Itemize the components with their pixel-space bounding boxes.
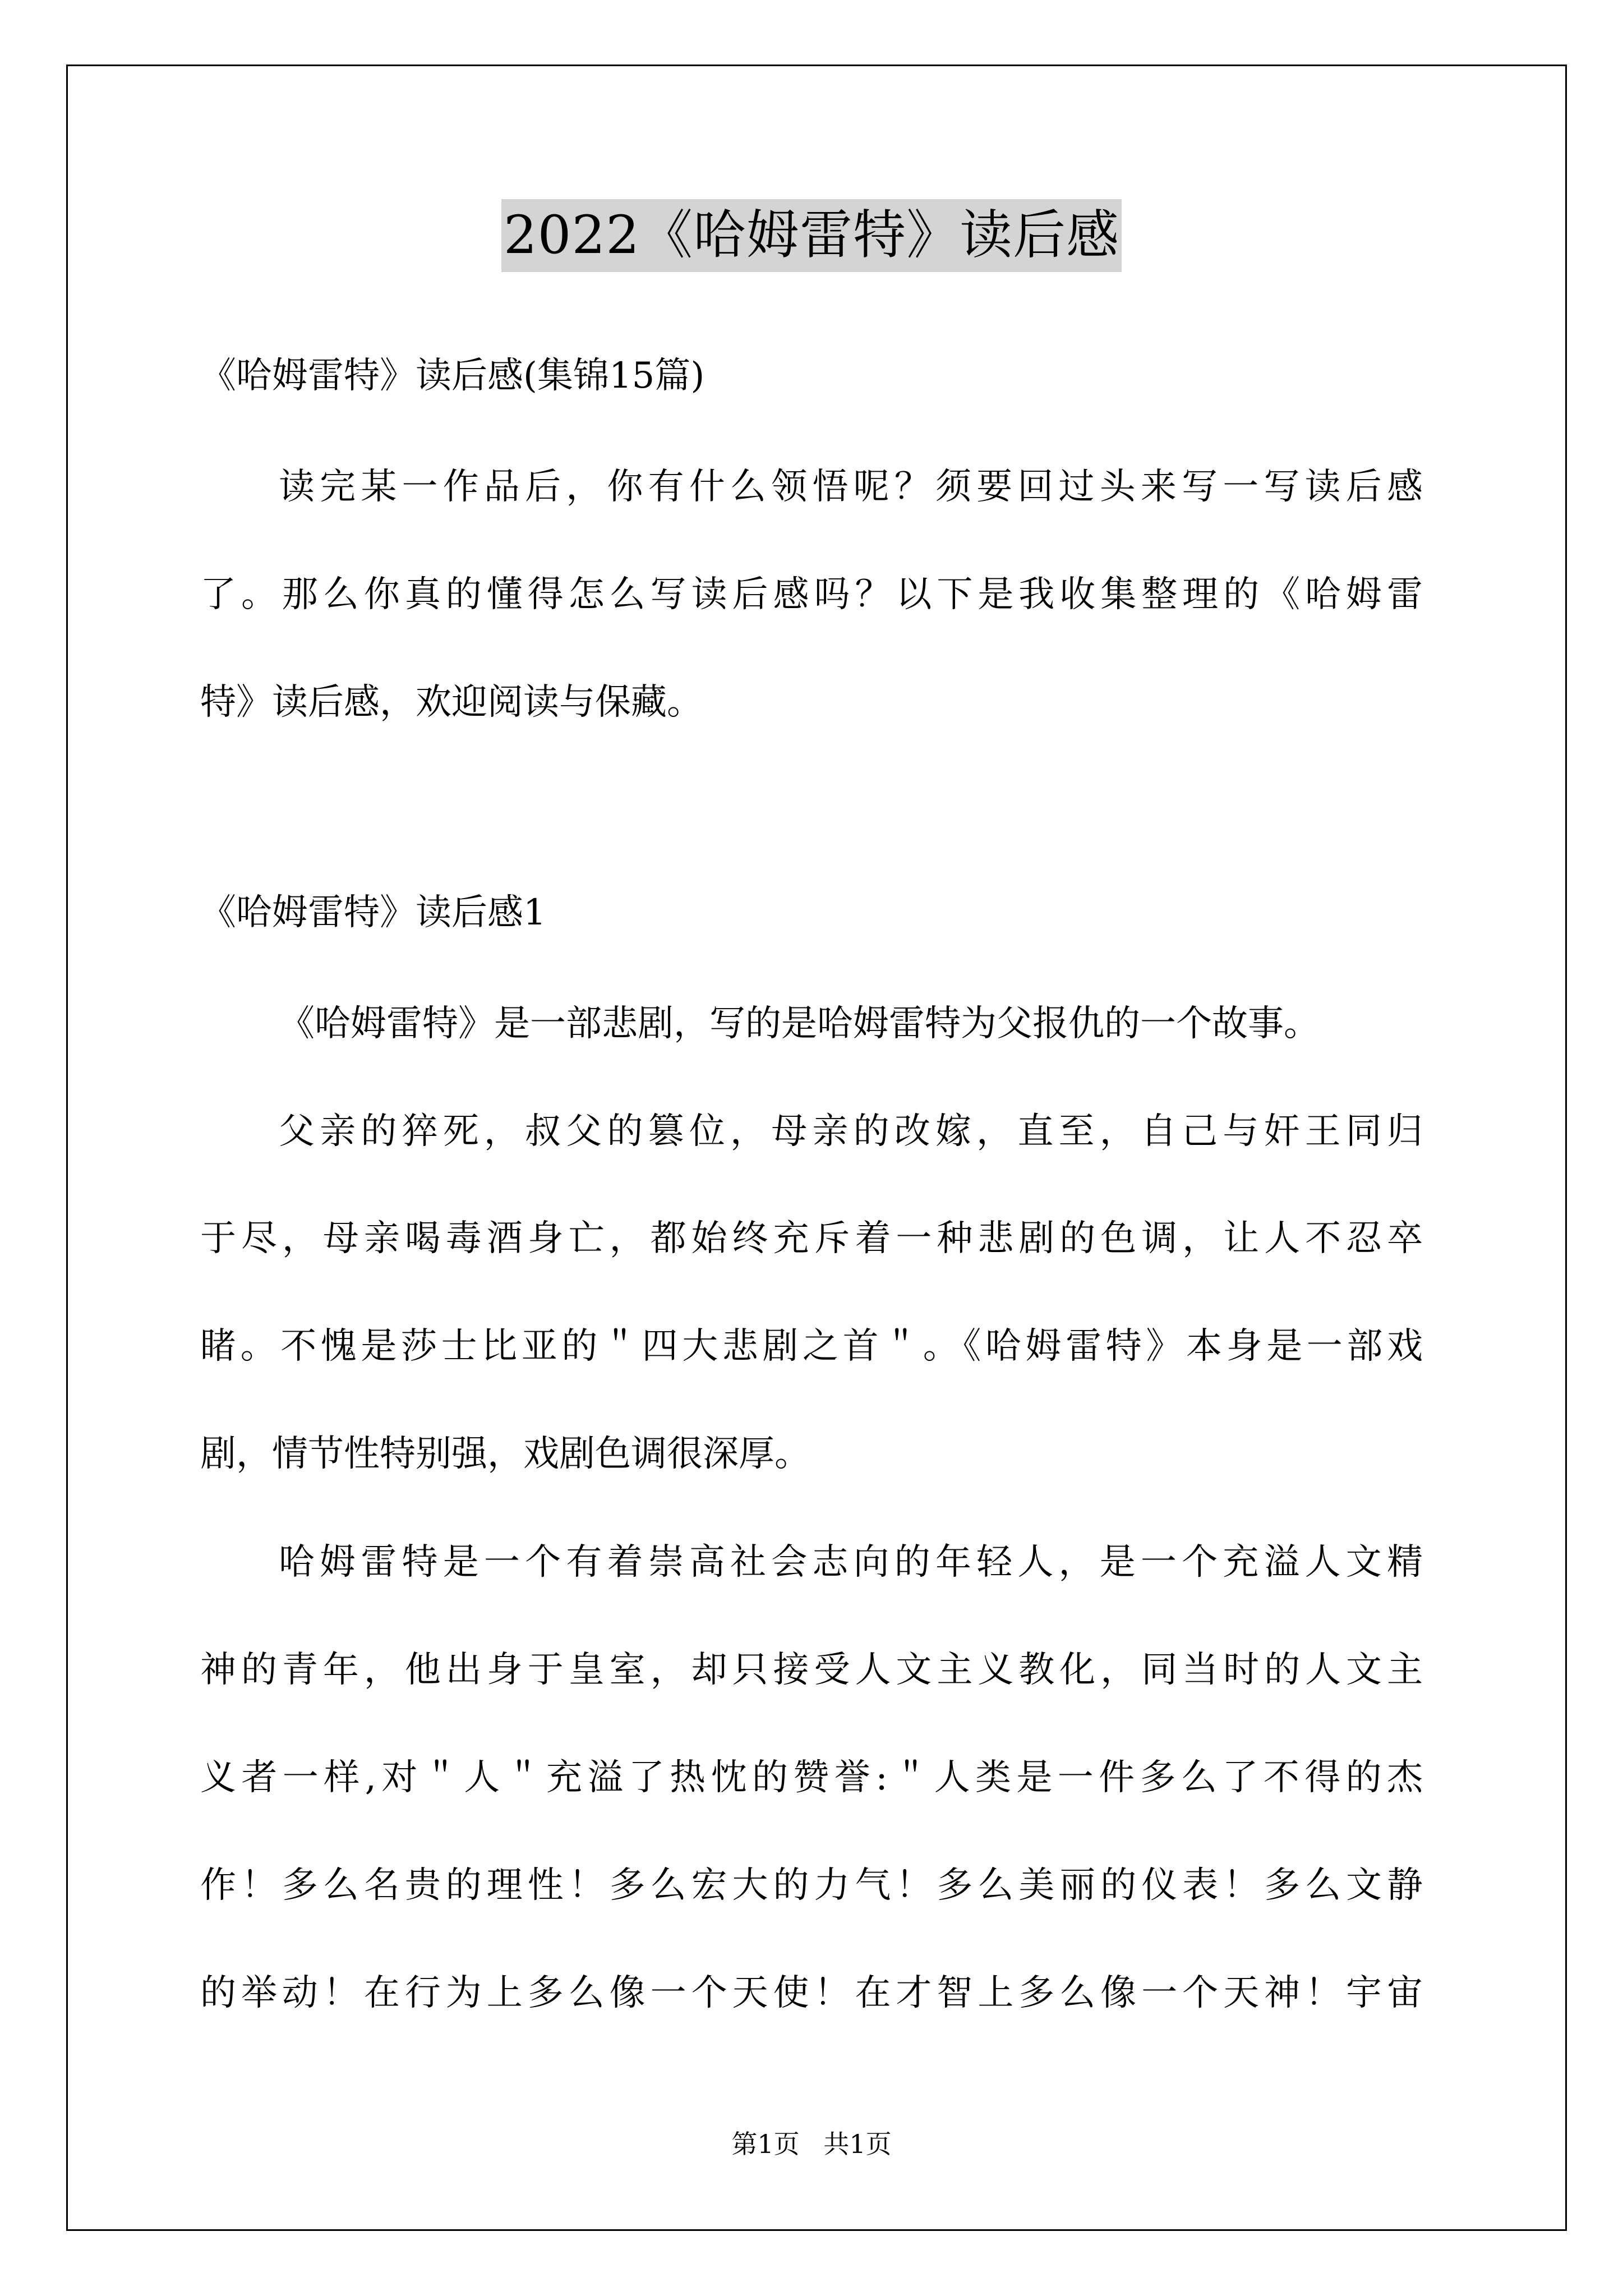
- page-number: 第1页: [731, 2129, 800, 2159]
- paragraph2-line-4: 剧，情节性特别强，戏剧色调很深厚。: [200, 1433, 810, 1475]
- paragraph2-line-2: 于尽，母亲喝毒酒身亡，都始终充斥着一种悲剧的色调，让人不忍卒: [200, 1218, 1423, 1259]
- document-subtitle: 《哈姆雷特》读后感(集锦15篇): [200, 355, 705, 397]
- paragraph2-line-1: 父亲的猝死，叔父的篡位，母亲的改嫁，直至，自己与奸王同归: [279, 1111, 1423, 1152]
- intro-line-2: 了。那么你真的懂得怎么写读后感吗？以下是我收集整理的《哈姆雷: [200, 574, 1423, 615]
- title-container: [0, 199, 1623, 272]
- paragraph1-line-1: 《哈姆雷特》是一部悲剧，写的是哈姆雷特为父报仇的一个故事。: [279, 1003, 1320, 1045]
- intro-line-3: 特》读后感，欢迎阅读与保藏。: [200, 682, 703, 723]
- page-footer: [0, 2127, 1623, 2161]
- intro-line-1: 读完某一作品后，你有什么领悟呢？须要回过头来写一写读后感: [279, 466, 1423, 508]
- paragraph3-line-1: 哈姆雷特是一个有着崇高社会志向的年轻人，是一个充溢人文精: [279, 1542, 1423, 1583]
- document-title: 2022《哈姆雷特》读后感: [501, 199, 1122, 272]
- section-heading: 《哈姆雷特》读后感1: [200, 892, 546, 933]
- paragraph3-line-2: 神的青年，他出身于皇室，却只接受人文主义教化，同当时的人文主: [200, 1649, 1423, 1691]
- paragraph2-line-3: 睹。不愧是莎士比亚的＂四大悲剧之首＂。《哈姆雷特》本身是一部戏: [200, 1326, 1423, 1367]
- paragraph3-line-4: 作！多么名贵的理性！多么宏大的力气！多么美丽的仪表！多么文静: [200, 1865, 1423, 1906]
- paragraph3-line-3: 义者一样,对＂人＂充溢了热忱的赞誉:＂人类是一件多么了不得的杰: [200, 1757, 1423, 1798]
- page-total: 共1页: [823, 2129, 892, 2159]
- paragraph3-line-5: 的举动！在行为上多么像一个天使！在才智上多么像一个天神！宇宙: [200, 1972, 1423, 2014]
